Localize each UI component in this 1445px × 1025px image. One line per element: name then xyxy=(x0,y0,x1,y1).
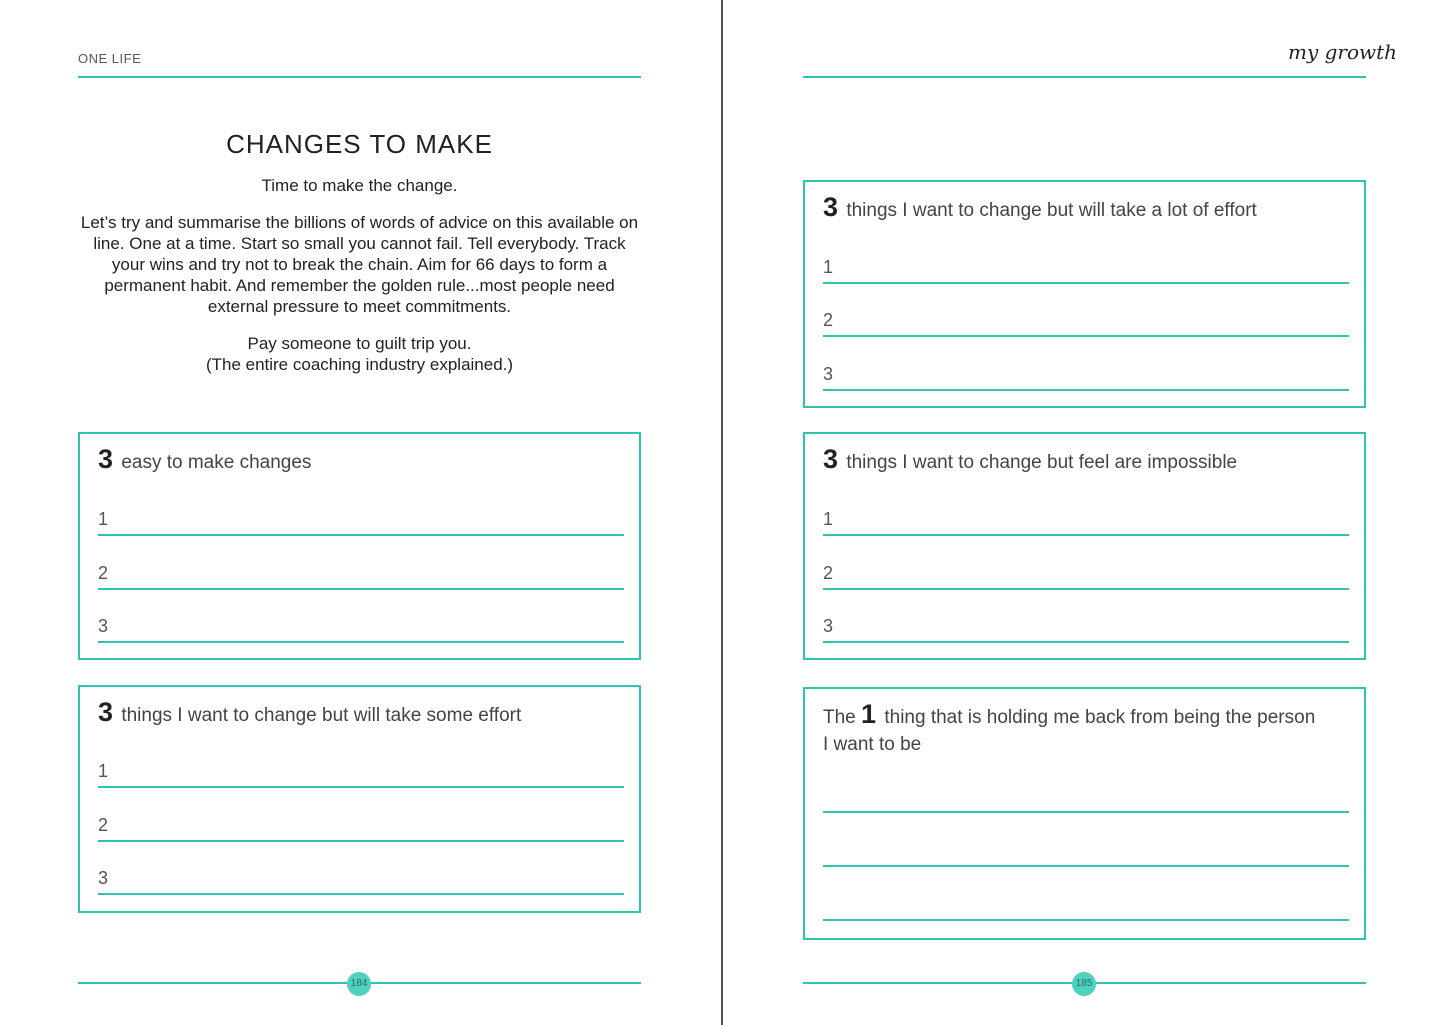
box-heading xyxy=(823,194,1346,224)
line-number: 1 xyxy=(823,257,834,277)
box-heading xyxy=(823,446,1346,476)
box-label: things I want to change but will take some effort xyxy=(121,705,522,726)
line-number: 2 xyxy=(823,310,834,330)
box-heading xyxy=(823,701,1324,758)
box-prefix: The xyxy=(823,707,856,728)
some-effort-box xyxy=(78,685,641,913)
header-rule xyxy=(78,76,641,78)
answer-line-2[interactable] xyxy=(823,309,1349,337)
guilt-trip-line: Pay someone to guilt trip you. xyxy=(247,334,472,353)
page-subtitle: Time to make the change. xyxy=(261,176,458,195)
line-number: 2 xyxy=(98,563,109,583)
page-number-badge: 185 xyxy=(1072,972,1096,996)
header-rule xyxy=(803,76,1366,78)
answer-line-3[interactable] xyxy=(98,867,624,895)
line-number: 1 xyxy=(823,509,834,529)
answer-line-2[interactable] xyxy=(823,562,1349,590)
line-number: 3 xyxy=(98,616,109,636)
easy-changes-box xyxy=(78,432,641,660)
holding-back-box xyxy=(803,687,1366,940)
line-number: 3 xyxy=(823,364,834,384)
answer-line-3[interactable] xyxy=(823,615,1349,643)
answer-line-1[interactable] xyxy=(98,760,624,788)
answer-line-1[interactable] xyxy=(823,785,1349,813)
page-number-badge: 184 xyxy=(347,972,371,996)
box-count: 3 xyxy=(98,697,114,727)
page-title: CHANGES TO MAKE xyxy=(226,129,493,159)
answer-line-1[interactable] xyxy=(98,508,624,536)
box-count: 1 xyxy=(861,699,877,729)
answer-line-3[interactable] xyxy=(823,363,1349,391)
box-count: 3 xyxy=(823,444,839,474)
line-number: 1 xyxy=(98,509,109,529)
box-count: 3 xyxy=(823,192,839,222)
answer-line-3[interactable] xyxy=(823,893,1349,921)
line-number: 1 xyxy=(98,761,109,781)
box-count: 3 xyxy=(98,444,114,474)
box-label: easy to make changes xyxy=(121,452,312,473)
box-heading xyxy=(98,699,621,729)
coaching-note: (The entire coaching industry explained.) xyxy=(205,355,514,374)
section-label: my growth xyxy=(1288,40,1398,64)
line-number: 3 xyxy=(823,616,834,636)
answer-line-1[interactable] xyxy=(823,508,1349,536)
box-label: things I want to change but will take a lot of effort xyxy=(846,200,1257,221)
box-label: thing that is holding me back from being the person I want to be xyxy=(823,707,1316,755)
line-number: 3 xyxy=(98,868,109,888)
box-label: things I want to change but feel are impossible xyxy=(846,452,1238,473)
line-number: 2 xyxy=(98,815,109,835)
answer-line-3[interactable] xyxy=(98,615,624,643)
lot-of-effort-box xyxy=(803,180,1366,408)
box-heading xyxy=(98,446,621,476)
answer-line-2[interactable] xyxy=(823,839,1349,867)
answer-line-1[interactable] xyxy=(823,256,1349,284)
intro-paragraph: Let’s try and summarise the billions of words of advice on this available on line. One at a time. Start so small you cannot fail. Tell everybody. Track your wins and try not to break the chain. Aim for 66 days to form a permanent habit. And remember the golden rule...most people need external pressure to meet commitments. xyxy=(80,213,639,316)
answer-line-2[interactable] xyxy=(98,562,624,590)
book-spine xyxy=(721,0,723,1025)
line-number: 2 xyxy=(823,563,834,583)
answer-line-2[interactable] xyxy=(98,814,624,842)
running-head: ONE LIFE xyxy=(78,51,142,66)
impossible-changes-box xyxy=(803,432,1366,660)
